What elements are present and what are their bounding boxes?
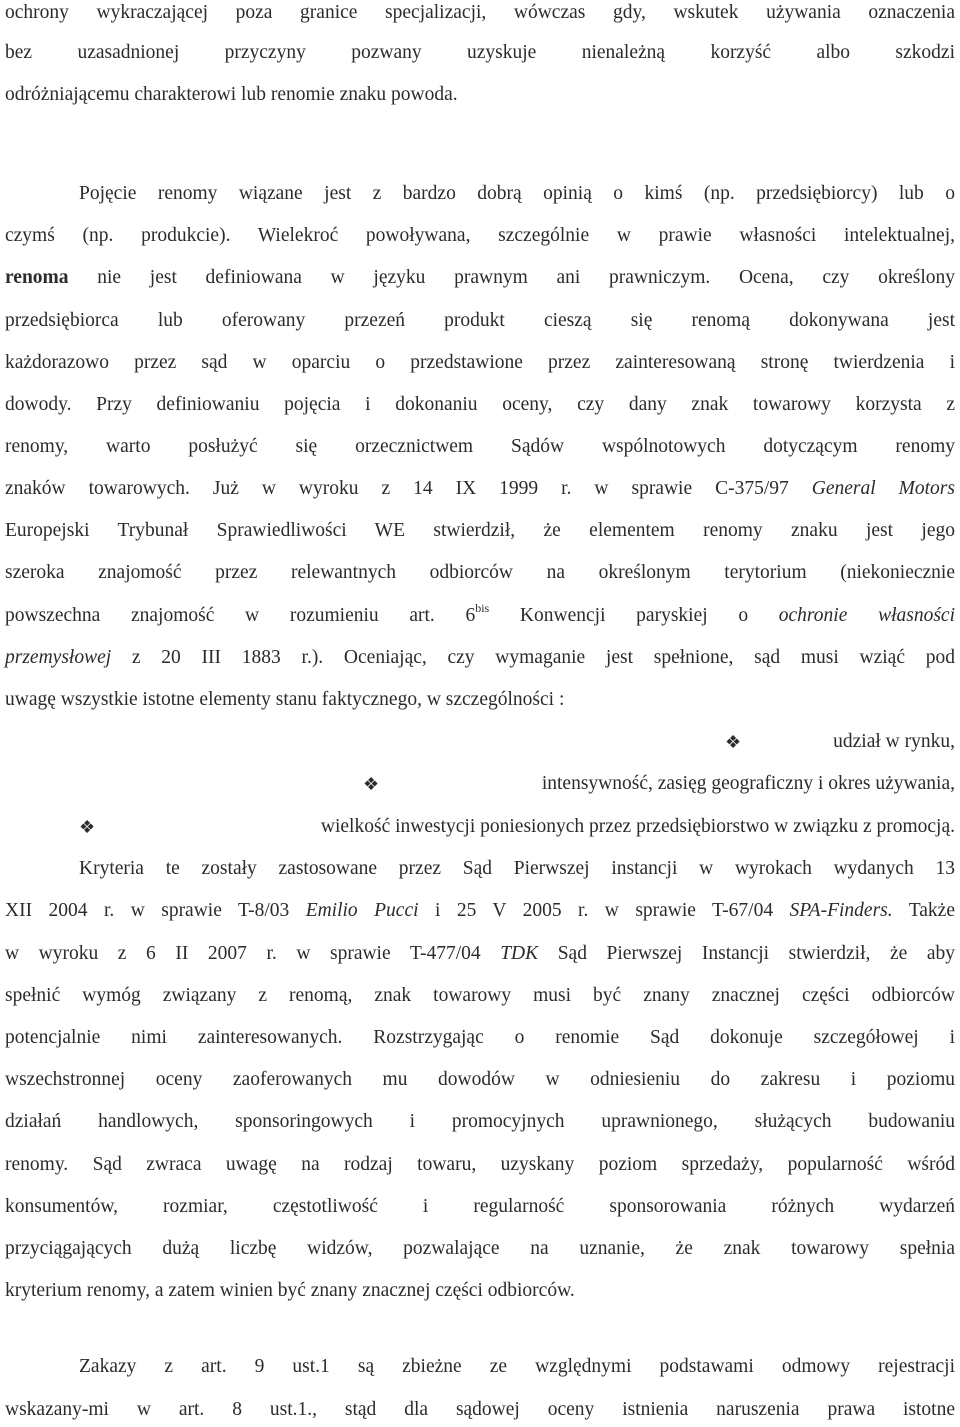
case-name: Emilio Pucci xyxy=(305,900,419,921)
diamond-bullet-icon: ❖ xyxy=(79,817,96,837)
text-line: XII 2004 r. w sprawie T-8/03 Emilio Pucci i 25 V 2005 r. w sprawie T-67/04 SPA-Finders. Także xyxy=(5,900,955,921)
text-line: Kryteria te zostały zastosowane przez Sąd Pierwszej instancji w wyrokach wydanych 13 xyxy=(79,858,955,879)
italic-phrase: ochronie własności xyxy=(778,605,955,626)
text-line: przedsiębiorca lub oferowany przezeń produkt cieszą się renomą dokonywana jest xyxy=(5,310,955,331)
text-line: szeroka znajomość przez relewantnych odbiorców na określonym terytorium (niekoniecznie xyxy=(5,562,955,583)
superscript: bis xyxy=(475,600,490,615)
text-line: każdorazowo przez sąd w oparciu o przedstawione przez zainteresowaną stronę twierdzenia i xyxy=(5,352,955,373)
text-line: renoma nie jest definiowana w języku prawnym ani prawniczym. Ocena, czy określony xyxy=(5,267,955,288)
text-line: Pojęcie renomy wiązane jest z bardzo dobrą opinią o kimś (np. przedsiębiorcy) lub o xyxy=(79,183,955,204)
bullet-item: ❖ intensywność, zasięg geograficzny i okres używania, xyxy=(5,769,955,799)
text-line: Europejski Trybunał Sprawiedliwości WE stwierdził, że elementem renomy znaku jest jego xyxy=(5,520,955,541)
text-line: znaków towarowych. Już w wyroku z 14 IX 1999 r. w sprawie C-375/97 General Motors xyxy=(5,478,955,499)
bullet-item: ❖ wielkość inwestycji poniesionych przez przedsiębiorstwo w związku z promocją. xyxy=(5,812,955,842)
diamond-bullet-icon: ❖ xyxy=(363,774,380,794)
text-line: działań handlowych, sponsoringowych i promocyjnych uprawnionego, służących budowaniu xyxy=(5,1111,955,1132)
text-line: kryterium renomy, a zatem winien być znany znacznej części odbiorców. xyxy=(5,1280,575,1301)
text-line: wskazany-mi w art. 8 ust.1., stąd dla sądowej oceny istnienia naruszenia prawa istotne xyxy=(5,1399,955,1420)
bold-term: renoma xyxy=(5,267,69,288)
text-line: Zakazy z art. 9 ust.1 są zbieżne ze względnymi podstawami odmowy rejestracji xyxy=(79,1356,955,1377)
text-line: odróżniającemu charakterowi lub renomie znaku powoda. xyxy=(5,84,458,105)
text-line: potencjalnie nimi zainteresowanych. Rozstrzygając o renomie Sąd dokonuje szczegółowej i xyxy=(5,1027,955,1048)
text-line: ochrony wykraczającej poza granice specjalizacji, wówczas gdy, wskutek używania oznaczenia xyxy=(5,2,955,23)
text-line: powszechna znajomość w rozumieniu art. $6^{bis}$ Konwencji paryskiej o ochronie własności xyxy=(5,600,955,626)
text-line: konsumentów, rozmiar, częstotliwość i regularność sponsorowania różnych wydarzeń xyxy=(5,1196,955,1217)
text-line: uwagę wszystkie istotne elementy stanu faktycznego, w szczególności : xyxy=(5,689,565,710)
text-line: w wyroku z 6 II 2007 r. w sprawie T-477/04 TDK Sąd Pierwszej Instancji stwierdził, że aby xyxy=(5,943,955,964)
diamond-bullet-icon: ❖ xyxy=(725,732,742,752)
text-line: renomy. Sąd zwraca uwagę na rodzaj towaru, uzyskany poziom sprzedaży, popularność wśród xyxy=(5,1154,955,1175)
text-line: dowody. Przy definiowaniu pojęcia i dokonaniu oceny, czy dany znak towarowy korzysta z xyxy=(5,394,955,415)
case-name: SPA-Finders. xyxy=(789,900,893,921)
text-line: spełnić wymóg związany z renomą, znak towarowy musi być znany znacznej części odbiorców xyxy=(5,985,955,1006)
case-name: TDK xyxy=(500,943,539,964)
case-name: General Motors xyxy=(811,478,955,499)
text-line: renomy, warto posłużyć się orzecznictwem Sądów wspólnotowych dotyczącym renomy xyxy=(5,436,955,457)
text-line: przyciągających dużą liczbę widzów, pozwalające na uznanie, że znak towarowy spełnia xyxy=(5,1238,955,1259)
text-line: wszechstronnej oceny zaoferowanych mu dowodów w odniesieniu do zakresu i poziomu xyxy=(5,1069,955,1090)
bullet-item: ❖ udział w rynku, xyxy=(5,727,955,757)
text-line: bez uzasadnionej przyczyny pozwany uzyskuje nienależną korzyść albo szkodzi xyxy=(5,42,955,63)
text-line: przemysłowej z 20 III 1883 r.). Oceniając, czy wymaganie jest spełnione, sąd musi wziąć pod xyxy=(5,647,955,668)
text-line: czymś (np. produkcie). Wielekroć powoływana, szczególnie w prawie własności intelektualnej, xyxy=(5,225,955,246)
italic-phrase: przemysłowej xyxy=(5,647,112,668)
